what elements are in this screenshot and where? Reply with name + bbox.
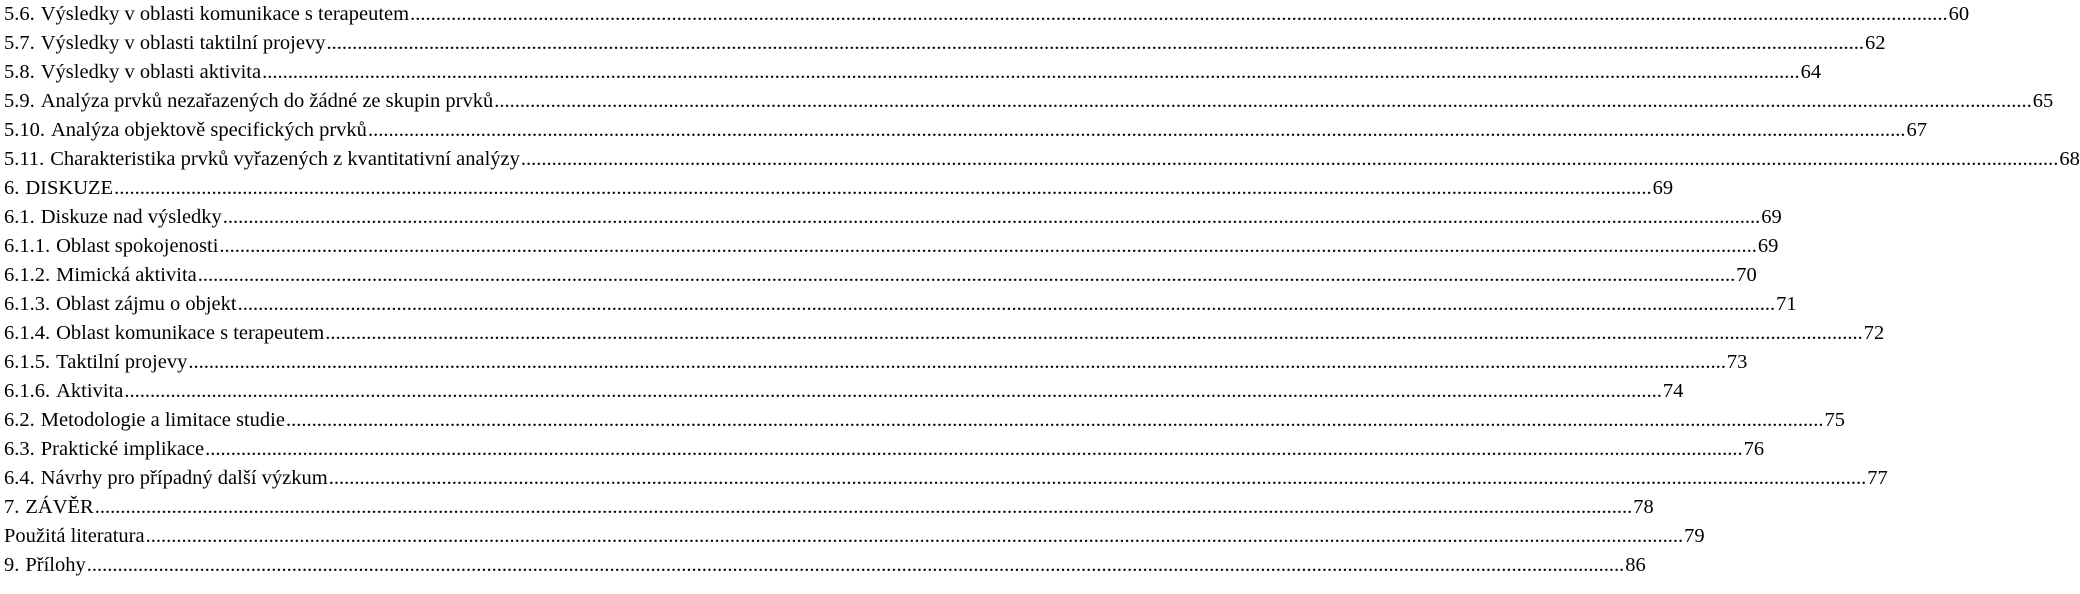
toc-entry[interactable] — [4, 232, 1779, 261]
toc-entry[interactable] — [4, 348, 1748, 377]
toc-leader: ............................................................................................................................................................................................................................................................................................................ — [262, 61, 1800, 83]
toc-number: 6.1.1. — [4, 235, 51, 257]
toc-number: 5.6. — [4, 3, 35, 25]
toc-number: 5.8. — [4, 61, 35, 83]
table-of-contents — [4, 0, 2080, 580]
toc-title: Metodologie a limitace studie — [40, 409, 285, 431]
toc-leader: ............................................................................................................................................................................................................................................................................................................ — [367, 119, 1906, 141]
toc-page: 62 — [1864, 32, 1886, 54]
toc-page: 77 — [1867, 467, 1888, 489]
toc-page: 76 — [1743, 438, 1765, 460]
toc-leader: ............................................................................................................................................................................................................................................................................................................ — [114, 177, 1652, 199]
toc-number: 7. — [4, 496, 20, 518]
toc-title: Praktické implikace — [40, 438, 205, 460]
toc-number: 6.1. — [4, 206, 35, 228]
toc-page: 69 — [1761, 206, 1782, 228]
toc-page: 78 — [1633, 496, 1654, 518]
toc-title: Výsledky v oblasti komunikace s terapeutem — [40, 3, 410, 25]
toc-entry[interactable] — [4, 145, 2080, 174]
toc-number: 9. — [4, 554, 20, 576]
toc-leader: ............................................................................................................................................................................................................................................................................................................ — [328, 467, 1867, 489]
toc-entry[interactable] — [4, 87, 2054, 116]
toc-title: Výsledky v oblasti taktilní projevy — [40, 32, 326, 54]
toc-page: 69 — [1757, 235, 1779, 257]
toc-number: 5.7. — [4, 32, 35, 54]
toc-title: Aktivita — [56, 380, 124, 402]
toc-leader: ............................................................................................................................................................................................................................................................................................................ — [326, 32, 1864, 54]
toc-entry[interactable] — [4, 435, 1765, 464]
toc-leader: ............................................................................................................................................................................................................................................................................................................ — [205, 438, 1743, 460]
toc-entry[interactable] — [4, 174, 1674, 203]
toc-entry[interactable] — [4, 116, 1927, 145]
toc-page: 64 — [1800, 61, 1822, 83]
toc-leader: ............................................................................................................................................................................................................................................................................................................ — [188, 351, 1726, 373]
toc-number: 5.11. — [4, 148, 45, 170]
toc-leader: ............................................................................................................................................................................................................................................................................................................ — [494, 90, 2032, 112]
toc-leader: ............................................................................................................................................................................................................................................................................................................ — [222, 206, 1761, 228]
toc-number: 6.2. — [4, 409, 35, 431]
toc-number: 6.3. — [4, 438, 35, 460]
toc-page: 69 — [1652, 177, 1674, 199]
toc-number: 6.4. — [4, 467, 35, 489]
toc-number: 6. — [4, 177, 20, 199]
toc-number: 6.1.2. — [4, 264, 51, 286]
toc-title: Analýza prvků nezařazených do žádné ze skupin prvků — [40, 90, 494, 112]
toc-page: 86 — [1625, 554, 1646, 576]
toc-entry[interactable] — [4, 522, 1705, 551]
toc-number: 5.10. — [4, 119, 45, 141]
toc-title: Diskuze nad výsledky — [40, 206, 222, 228]
toc-page: 75 — [1824, 409, 1845, 431]
toc-page: 72 — [1863, 322, 1885, 344]
toc-entry[interactable] — [4, 29, 1886, 58]
toc-title: Oblast komunikace s terapeutem — [56, 322, 325, 344]
toc-entry[interactable] — [4, 203, 1782, 232]
toc-page: 74 — [1662, 380, 1684, 402]
toc-title: Taktilní projevy — [56, 351, 188, 373]
toc-page: 70 — [1736, 264, 1757, 286]
toc-title: Oblast spokojenosti — [56, 235, 219, 257]
toc-title: Charakteristika prvků vyřazených z kvantitativní analýzy — [50, 148, 520, 170]
toc-entry[interactable] — [4, 319, 1885, 348]
toc-leader: ............................................................................................................................................................................................................................................................................................................ — [219, 235, 1757, 257]
toc-title: Analýza objektově specifických prvků — [51, 119, 367, 141]
toc-page: 79 — [1684, 525, 1705, 547]
toc-number: 6.1.3. — [4, 293, 51, 315]
toc-leader: ............................................................................................................................................................................................................................................................................................................ — [94, 496, 1633, 518]
toc-leader: ............................................................................................................................................................................................................................................................................................................ — [410, 3, 1948, 25]
toc-entry[interactable] — [4, 464, 1888, 493]
toc-page: 67 — [1906, 119, 1927, 141]
toc-page: 71 — [1776, 293, 1797, 315]
toc-entry[interactable] — [4, 290, 1797, 319]
toc-title: DISKUZE — [25, 177, 114, 199]
toc-title: Oblast zájmu o objekt — [56, 293, 237, 315]
toc-leader: ............................................................................................................................................................................................................................................................................................................ — [285, 409, 1824, 431]
toc-leader: ............................................................................................................................................................................................................................................................................................................ — [145, 525, 1684, 547]
toc-entry[interactable] — [4, 0, 1970, 29]
toc-title: Použitá literatura — [4, 525, 145, 547]
toc-leader: ............................................................................................................................................................................................................................................................................................................ — [86, 554, 1625, 576]
toc-entry[interactable] — [4, 551, 1646, 580]
toc-entry[interactable] — [4, 377, 1684, 406]
toc-number: 6.1.5. — [4, 351, 51, 373]
toc-entry[interactable] — [4, 58, 1822, 87]
toc-page: 73 — [1726, 351, 1748, 373]
toc-title: Návrhy pro případný další výzkum — [40, 467, 328, 489]
toc-entry[interactable] — [4, 493, 1654, 522]
toc-leader: ............................................................................................................................................................................................................................................................................................................ — [197, 264, 1736, 286]
toc-entry[interactable] — [4, 406, 1845, 435]
toc-title: ZÁVĚR — [25, 496, 94, 518]
toc-number: 5.9. — [4, 90, 35, 112]
toc-title: Mimická aktivita — [56, 264, 197, 286]
toc-leader: ............................................................................................................................................................................................................................................................................................................ — [124, 380, 1662, 402]
toc-page: 65 — [2032, 90, 2054, 112]
toc-number: 6.1.6. — [4, 380, 51, 402]
toc-page: 68 — [2059, 148, 2080, 170]
toc-title: Výsledky v oblasti aktivita — [40, 61, 262, 83]
toc-entry[interactable] — [4, 261, 1757, 290]
toc-leader: ............................................................................................................................................................................................................................................................................................................ — [237, 293, 1776, 315]
toc-leader: ............................................................................................................................................................................................................................................................................................................ — [325, 322, 1863, 344]
toc-leader: ............................................................................................................................................................................................................................................................................................................ — [520, 148, 2059, 170]
toc-title: Přílohy — [25, 554, 86, 576]
toc-number: 6.1.4. — [4, 322, 51, 344]
toc-page: 60 — [1948, 3, 1970, 25]
